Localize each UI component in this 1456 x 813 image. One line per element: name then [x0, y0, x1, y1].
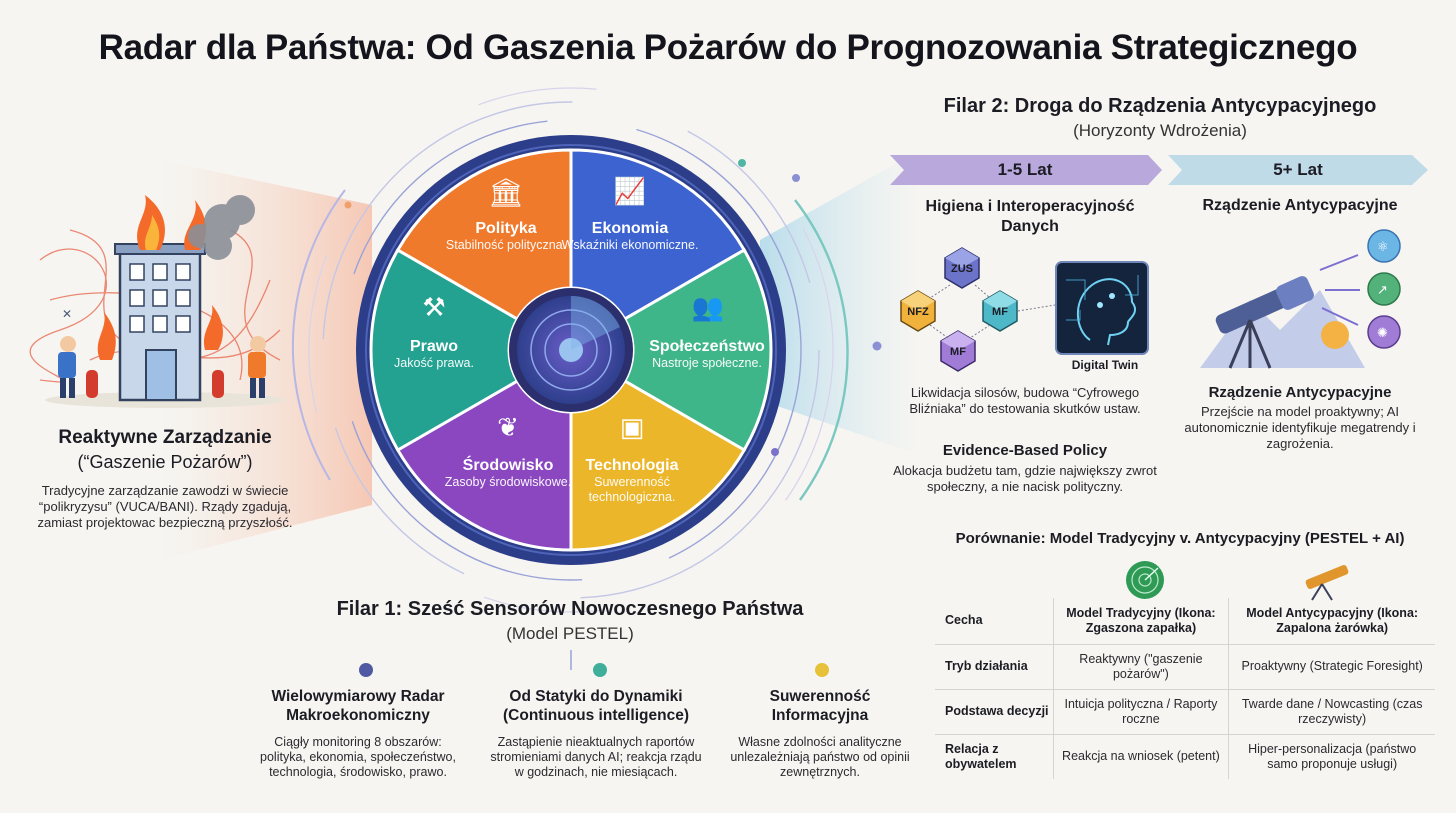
svg-text:✕: ✕ [62, 307, 73, 321]
segment-desc: Zasoby środowiskowe. [444, 475, 572, 489]
cube-label-nfz: NFZ [907, 306, 929, 318]
segment-title: Polityka [475, 220, 537, 237]
filar2-subtitle: (Horyzonty Wdrożenia) [1073, 121, 1247, 140]
page-title: Radar dla Państwa: Od Gaszenia Pożarów do Prognozowania Strategicznego [98, 28, 1358, 67]
table-cell: Intuicja polityczna / Raporty roczne [1053, 689, 1229, 734]
filar1-col-dynamics [486, 687, 706, 780]
reactive-description: Tradycyjne zarządzanie zawodzi w świecie “polikryzysu” (VUCA/BANI). Rządy zgadują, zamiast projektowac bezpieczną przyszłość. [37, 483, 293, 530]
comparison-table [935, 598, 1435, 779]
segment-ekonomia [560, 220, 700, 253]
telescope-icon [1200, 230, 1400, 368]
segment-desc: Nastroje społeczne. [652, 356, 762, 370]
segment-desc: Suwerenność technologiczna. [588, 475, 676, 504]
hygiene-title: Higiena i Interoperacyjność Danych [925, 198, 1135, 235]
col-title: Od Statyki do Dynamiki (Continuous intelligence) [503, 688, 689, 724]
filar1-col-sovereignty [720, 687, 920, 780]
segment-srodowisko [438, 457, 578, 490]
filar1-subtitle: (Model PESTEL) [506, 624, 634, 643]
horizon-1-5-label: 1-5 Lat [997, 160, 1053, 179]
table-cell: Relacja z obywatelem [935, 734, 1053, 779]
digital-twin-label: Digital Twin [1071, 358, 1139, 372]
timeline-dot [359, 663, 373, 677]
small-telescope-icon [1305, 564, 1350, 600]
col-desc: Ciągły monitoring 8 obszarów: polityka, ekonomia, społeczeństwo, technologia, środowisko, prawo. [260, 735, 456, 779]
comparison-title: Porównanie: Model Tradycyjny v. Antycypacyjny (PESTEL + AI) [955, 530, 1405, 547]
table-cell: Twarde dane / Nowcasting (czas rzeczywisty) [1229, 689, 1435, 734]
filar2-title: Filar 2: Droga do Rządzenia Antycypacyjnego [943, 95, 1377, 117]
table-cell: Podstawa decyzji [935, 689, 1053, 734]
segment-desc: Stabilność polityczna. [445, 238, 567, 252]
filar1-col-radar [258, 687, 458, 780]
segment-spoleczenstwo [637, 338, 777, 371]
segment-title: Środowisko [462, 457, 554, 474]
segment-prawo [364, 338, 504, 371]
radar-icon [1126, 561, 1164, 599]
segment-title: Ekonomia [591, 220, 669, 237]
table-header-row [935, 598, 1435, 644]
table-cell: Cecha [945, 613, 983, 628]
cube-label-mf: MF [992, 306, 1008, 318]
leaf-drop-icon: ❦ [497, 412, 519, 442]
firefighter-left [58, 336, 76, 398]
horizon-5plus-label: 5+ Lat [1273, 160, 1323, 179]
col-title: Wielowymiarowy Radar Makroekonomiczny [271, 688, 445, 724]
segment-desc: Jakość prawa. [394, 356, 474, 370]
gavel-icon: ⚒ [422, 292, 446, 322]
ebp-description: Alokacja budżetu tam, gdzie największy zwrot społeczny, a nie nacisk polityczny. [893, 463, 1157, 494]
segment-title: Społeczeństwo [649, 338, 765, 355]
table-cell: Model Antycypacyjny (Ikona: Zapalona żarówka) [1229, 598, 1435, 644]
table-cell: Reaktywny ("gaszenie pożarów") [1053, 644, 1229, 689]
hygiene-description: Likwidacja silosów, budowa “Cyfrowego Bliźniaka” do testowania skutków ustaw. [909, 385, 1141, 416]
col-desc: Zastąpienie nieaktualnych raportów stromieniami danych AI; reakcja rządu w godzinach, nie miesiącach. [490, 735, 702, 779]
table-row [935, 734, 1435, 779]
segment-title: Prawo [409, 338, 458, 355]
table-row [935, 689, 1435, 734]
extinguisher-icon [86, 370, 98, 398]
segment-technologia [562, 457, 702, 505]
table-cell: Model Tradycyjny (Ikona: Zgaszona zapałka) [1053, 598, 1229, 644]
cube-label-mf-2: MF [950, 346, 966, 358]
segment-polityka [436, 220, 576, 253]
ai-chip-icon: ▣ [619, 412, 645, 442]
segment-desc: Wskaźniki ekonomiczne. [561, 238, 699, 252]
segment-title: Technologia [585, 457, 679, 474]
anticipatory-title: Rządzenie Antycypacyjne [1202, 197, 1398, 214]
growth-chart-icon: 📈 [613, 176, 647, 206]
svg-text:↗: ↗ [1377, 283, 1388, 298]
capitol-icon: 🏛 [488, 177, 524, 208]
people-group-icon: 👥 [691, 292, 725, 322]
filar1-title: Filar 1: Sześć Sensorów Nowoczesnego Państwa [336, 598, 804, 620]
table-cell: Reakcja na wniosek (petent) [1053, 734, 1229, 779]
anticipatory-title-2: Rządzenie Antycypacyjne [1208, 384, 1392, 401]
table-cell: Tryb działania [935, 644, 1053, 689]
table-cell: Proaktywny (Strategic Foresight) [1229, 644, 1435, 689]
col-title: Suwerenność Informacyjna [769, 688, 871, 724]
table-cell: Hiper-personalizacja (państwo samo proponuje usługi) [1229, 734, 1435, 779]
svg-text:✺: ✺ [1377, 326, 1388, 341]
svg-text:⚛: ⚛ [1377, 240, 1389, 255]
timeline-dot [593, 663, 607, 677]
reactive-title: Reaktywne Zarządzanie [58, 427, 272, 448]
filar1-timeline [359, 650, 829, 677]
cube-label-zus: ZUS [951, 263, 973, 275]
timeline-dot [815, 663, 829, 677]
anticipatory-description: Przejście na model proaktywny; AI autonomicznie identyfikuje megatrendy i zagrożenia. [1184, 404, 1416, 451]
table-row [935, 644, 1435, 689]
reactive-subtitle: (“Gaszenie Pożarów”) [77, 452, 253, 472]
col-desc: Własne zdolności analityczne unlezależniają państwo od opinii zewnętrznych. [730, 735, 910, 779]
digital-twin-icon [1056, 262, 1148, 354]
ebp-title: Evidence-Based Policy [942, 442, 1108, 459]
